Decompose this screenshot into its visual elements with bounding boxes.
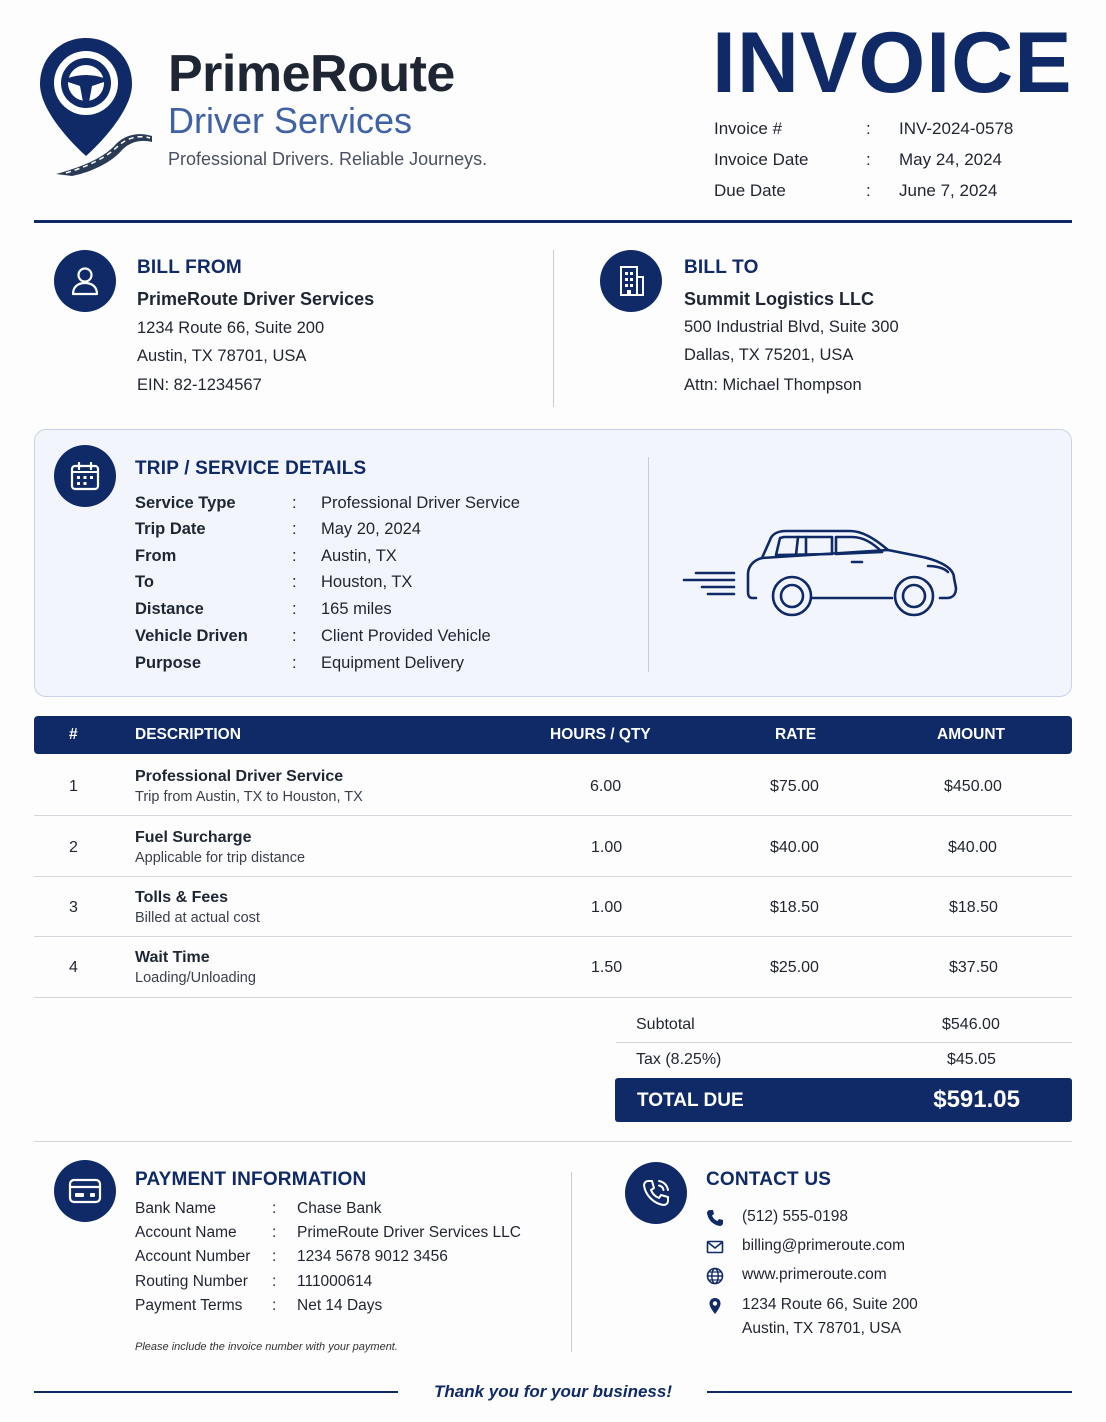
bill-to-title: BILL TO bbox=[684, 257, 759, 278]
brand-tagline: Professional Drivers. Reliable Journeys. bbox=[168, 149, 488, 169]
trip-value: Client Provided Vehicle bbox=[321, 627, 491, 645]
item-amount: $37.50 bbox=[949, 959, 998, 976]
phone-icon bbox=[706, 1209, 724, 1227]
contact-address-line1: 1234 Route 66, Suite 200 bbox=[742, 1296, 918, 1313]
bill-divider bbox=[553, 250, 554, 407]
trip-value: Houston, TX bbox=[321, 573, 413, 591]
meta-colon: : bbox=[866, 119, 871, 138]
contact-address-line2: Austin, TX 78701, USA bbox=[742, 1320, 902, 1337]
building-icon bbox=[600, 250, 662, 312]
thank-you-message: Thank you for your business! bbox=[433, 1382, 673, 1401]
trip-value: May 20, 2024 bbox=[321, 520, 421, 538]
car-icon bbox=[682, 522, 962, 618]
contact-email[interactable]: billing@primeroute.com bbox=[742, 1237, 906, 1254]
item-description: Applicable for trip distance bbox=[135, 850, 306, 866]
payment-value: Net 14 Days bbox=[297, 1297, 383, 1314]
item-number: 2 bbox=[69, 839, 78, 856]
item-rate: $18.50 bbox=[770, 899, 819, 916]
contact-title: CONTACT US bbox=[706, 1169, 832, 1190]
tax-value: $45.05 bbox=[947, 1051, 996, 1068]
map-pin-icon bbox=[706, 1297, 724, 1315]
payment-colon: : bbox=[272, 1200, 277, 1217]
tax-row bbox=[616, 1043, 1072, 1078]
item-name: Professional Driver Service bbox=[135, 768, 344, 785]
trip-label: Vehicle Driven bbox=[135, 627, 248, 645]
payment-colon: : bbox=[272, 1273, 277, 1290]
col-header-qty: HOURS / QTY bbox=[550, 726, 651, 743]
trip-colon: : bbox=[292, 600, 297, 618]
trip-value: Professional Driver Service bbox=[321, 494, 520, 512]
total-due-bar bbox=[615, 1078, 1072, 1122]
item-name: Wait Time bbox=[135, 949, 210, 966]
payment-value: PrimeRoute Driver Services LLC bbox=[297, 1224, 521, 1241]
subtotal-label: Subtotal bbox=[636, 1016, 695, 1033]
header-divider bbox=[34, 220, 1072, 223]
trip-label: Distance bbox=[135, 600, 204, 618]
subtotal-value: $546.00 bbox=[942, 1016, 1000, 1033]
payment-value: 1234 5678 9012 3456 bbox=[297, 1248, 448, 1265]
col-header-amount: AMOUNT bbox=[937, 726, 1006, 743]
brand-logo bbox=[36, 36, 156, 178]
trip-colon: : bbox=[292, 547, 297, 565]
item-number: 4 bbox=[69, 959, 78, 976]
payment-label: Bank Name bbox=[135, 1200, 216, 1217]
payment-colon: : bbox=[272, 1248, 277, 1265]
item-description: Billed at actual cost bbox=[135, 910, 260, 926]
bill-from-ein: EIN: 82-1234567 bbox=[137, 376, 262, 394]
subtotal-row bbox=[616, 1008, 1072, 1043]
trip-label: Purpose bbox=[135, 654, 202, 672]
payment-note: Please include the invoice number with your payment. bbox=[135, 1341, 398, 1353]
trip-details-title: TRIP / SERVICE DETAILS bbox=[135, 458, 367, 479]
bill-to-address-1: 500 Industrial Blvd, Suite 300 bbox=[684, 318, 899, 336]
trip-divider bbox=[648, 457, 649, 672]
meta-label: Invoice # bbox=[714, 119, 783, 138]
table-row: 4 Wait Time Loading/Unloading 1.50 $25.00 $37.50 bbox=[34, 937, 1072, 998]
invoice-number: INV-2024-0578 bbox=[899, 119, 1014, 138]
col-header-rate: RATE bbox=[775, 726, 817, 743]
footer-line-right bbox=[707, 1391, 1072, 1393]
payment-label: Routing Number bbox=[135, 1273, 248, 1290]
payment-value: Chase Bank bbox=[297, 1200, 382, 1217]
trip-colon: : bbox=[292, 627, 297, 645]
brand-subtitle: Driver Services bbox=[168, 100, 413, 141]
tax-label: Tax (8.25%) bbox=[636, 1051, 722, 1068]
payment-value: 111000614 bbox=[297, 1273, 373, 1290]
col-header-description: DESCRIPTION bbox=[135, 726, 241, 743]
contact-phone[interactable]: (512) 555-0198 bbox=[742, 1208, 848, 1225]
mail-icon bbox=[706, 1238, 724, 1256]
item-rate: $25.00 bbox=[770, 959, 819, 976]
payment-colon: : bbox=[272, 1297, 277, 1314]
invoice-title: INVOICE bbox=[712, 15, 1073, 111]
total-due-label: TOTAL DUE bbox=[637, 1090, 744, 1111]
table-row: 2 Fuel Surcharge Applicable for trip distance 1.00 $40.00 $40.00 bbox=[34, 817, 1072, 877]
trip-label: From bbox=[135, 547, 177, 565]
globe-icon bbox=[706, 1267, 724, 1285]
bill-from-title: BILL FROM bbox=[137, 257, 242, 278]
bill-to-attention: Attn: Michael Thompson bbox=[684, 376, 862, 394]
trip-label: Trip Date bbox=[135, 520, 206, 538]
trip-colon: : bbox=[292, 654, 297, 672]
item-name: Fuel Surcharge bbox=[135, 829, 252, 846]
trip-value: Equipment Delivery bbox=[321, 654, 465, 672]
contact-website[interactable]: www.primeroute.com bbox=[742, 1266, 887, 1283]
user-icon bbox=[54, 250, 116, 312]
table-row: 1 Professional Driver Service Trip from Austin, TX to Houston, TX 6.00 $75.00 $450.00 bbox=[34, 756, 1072, 816]
bill-to-address-2: Dallas, TX 75201, USA bbox=[684, 346, 854, 364]
trip-colon: : bbox=[292, 520, 297, 538]
item-number: 1 bbox=[69, 778, 78, 795]
card-icon bbox=[54, 1160, 116, 1222]
meta-colon: : bbox=[866, 150, 871, 169]
item-amount: $18.50 bbox=[949, 899, 998, 916]
payment-info-title: PAYMENT INFORMATION bbox=[135, 1169, 367, 1190]
item-name: Tolls & Fees bbox=[135, 889, 229, 906]
trip-colon: : bbox=[292, 573, 297, 591]
items-table-header bbox=[34, 716, 1072, 754]
meta-colon: : bbox=[866, 181, 871, 200]
trip-label: Service Type bbox=[135, 494, 236, 512]
trip-colon: : bbox=[292, 494, 297, 512]
bill-to-name: Summit Logistics LLC bbox=[684, 289, 875, 309]
trip-value: Austin, TX bbox=[321, 547, 397, 565]
item-description: Loading/Unloading bbox=[135, 970, 256, 986]
total-due-value: $591.05 bbox=[933, 1086, 1020, 1113]
footer-line-left bbox=[34, 1391, 398, 1393]
brand-name: PrimeRoute bbox=[168, 45, 455, 103]
item-amount: $450.00 bbox=[944, 778, 1002, 795]
payment-colon: : bbox=[272, 1224, 277, 1241]
meta-label: Invoice Date bbox=[714, 150, 809, 169]
trip-value: 165 miles bbox=[321, 600, 392, 618]
col-header-number: # bbox=[69, 726, 78, 743]
bill-from-name: PrimeRoute Driver Services bbox=[137, 289, 375, 309]
payment-contact-divider bbox=[571, 1172, 572, 1352]
phone-ring-icon bbox=[625, 1162, 687, 1224]
payment-label: Payment Terms bbox=[135, 1297, 243, 1314]
item-amount: $40.00 bbox=[948, 839, 997, 856]
trip-label: To bbox=[135, 573, 154, 591]
payment-label: Account Number bbox=[135, 1248, 251, 1265]
item-description: Trip from Austin, TX to Houston, TX bbox=[135, 789, 363, 805]
meta-label: Due Date bbox=[714, 181, 786, 200]
table-row: 3 Tolls & Fees Billed at actual cost 1.00 $18.50 $18.50 bbox=[34, 877, 1072, 937]
calendar-icon bbox=[54, 445, 116, 507]
item-rate: $75.00 bbox=[770, 778, 819, 795]
footer-divider bbox=[34, 1141, 1072, 1142]
due-date: June 7, 2024 bbox=[899, 181, 998, 200]
item-rate: $40.00 bbox=[770, 839, 819, 856]
item-number: 3 bbox=[69, 899, 78, 916]
bill-from-address-2: Austin, TX 78701, USA bbox=[137, 347, 307, 365]
payment-label: Account Name bbox=[135, 1224, 237, 1241]
bill-from-address-1: 1234 Route 66, Suite 200 bbox=[137, 319, 325, 337]
invoice-date: May 24, 2024 bbox=[899, 150, 1003, 169]
